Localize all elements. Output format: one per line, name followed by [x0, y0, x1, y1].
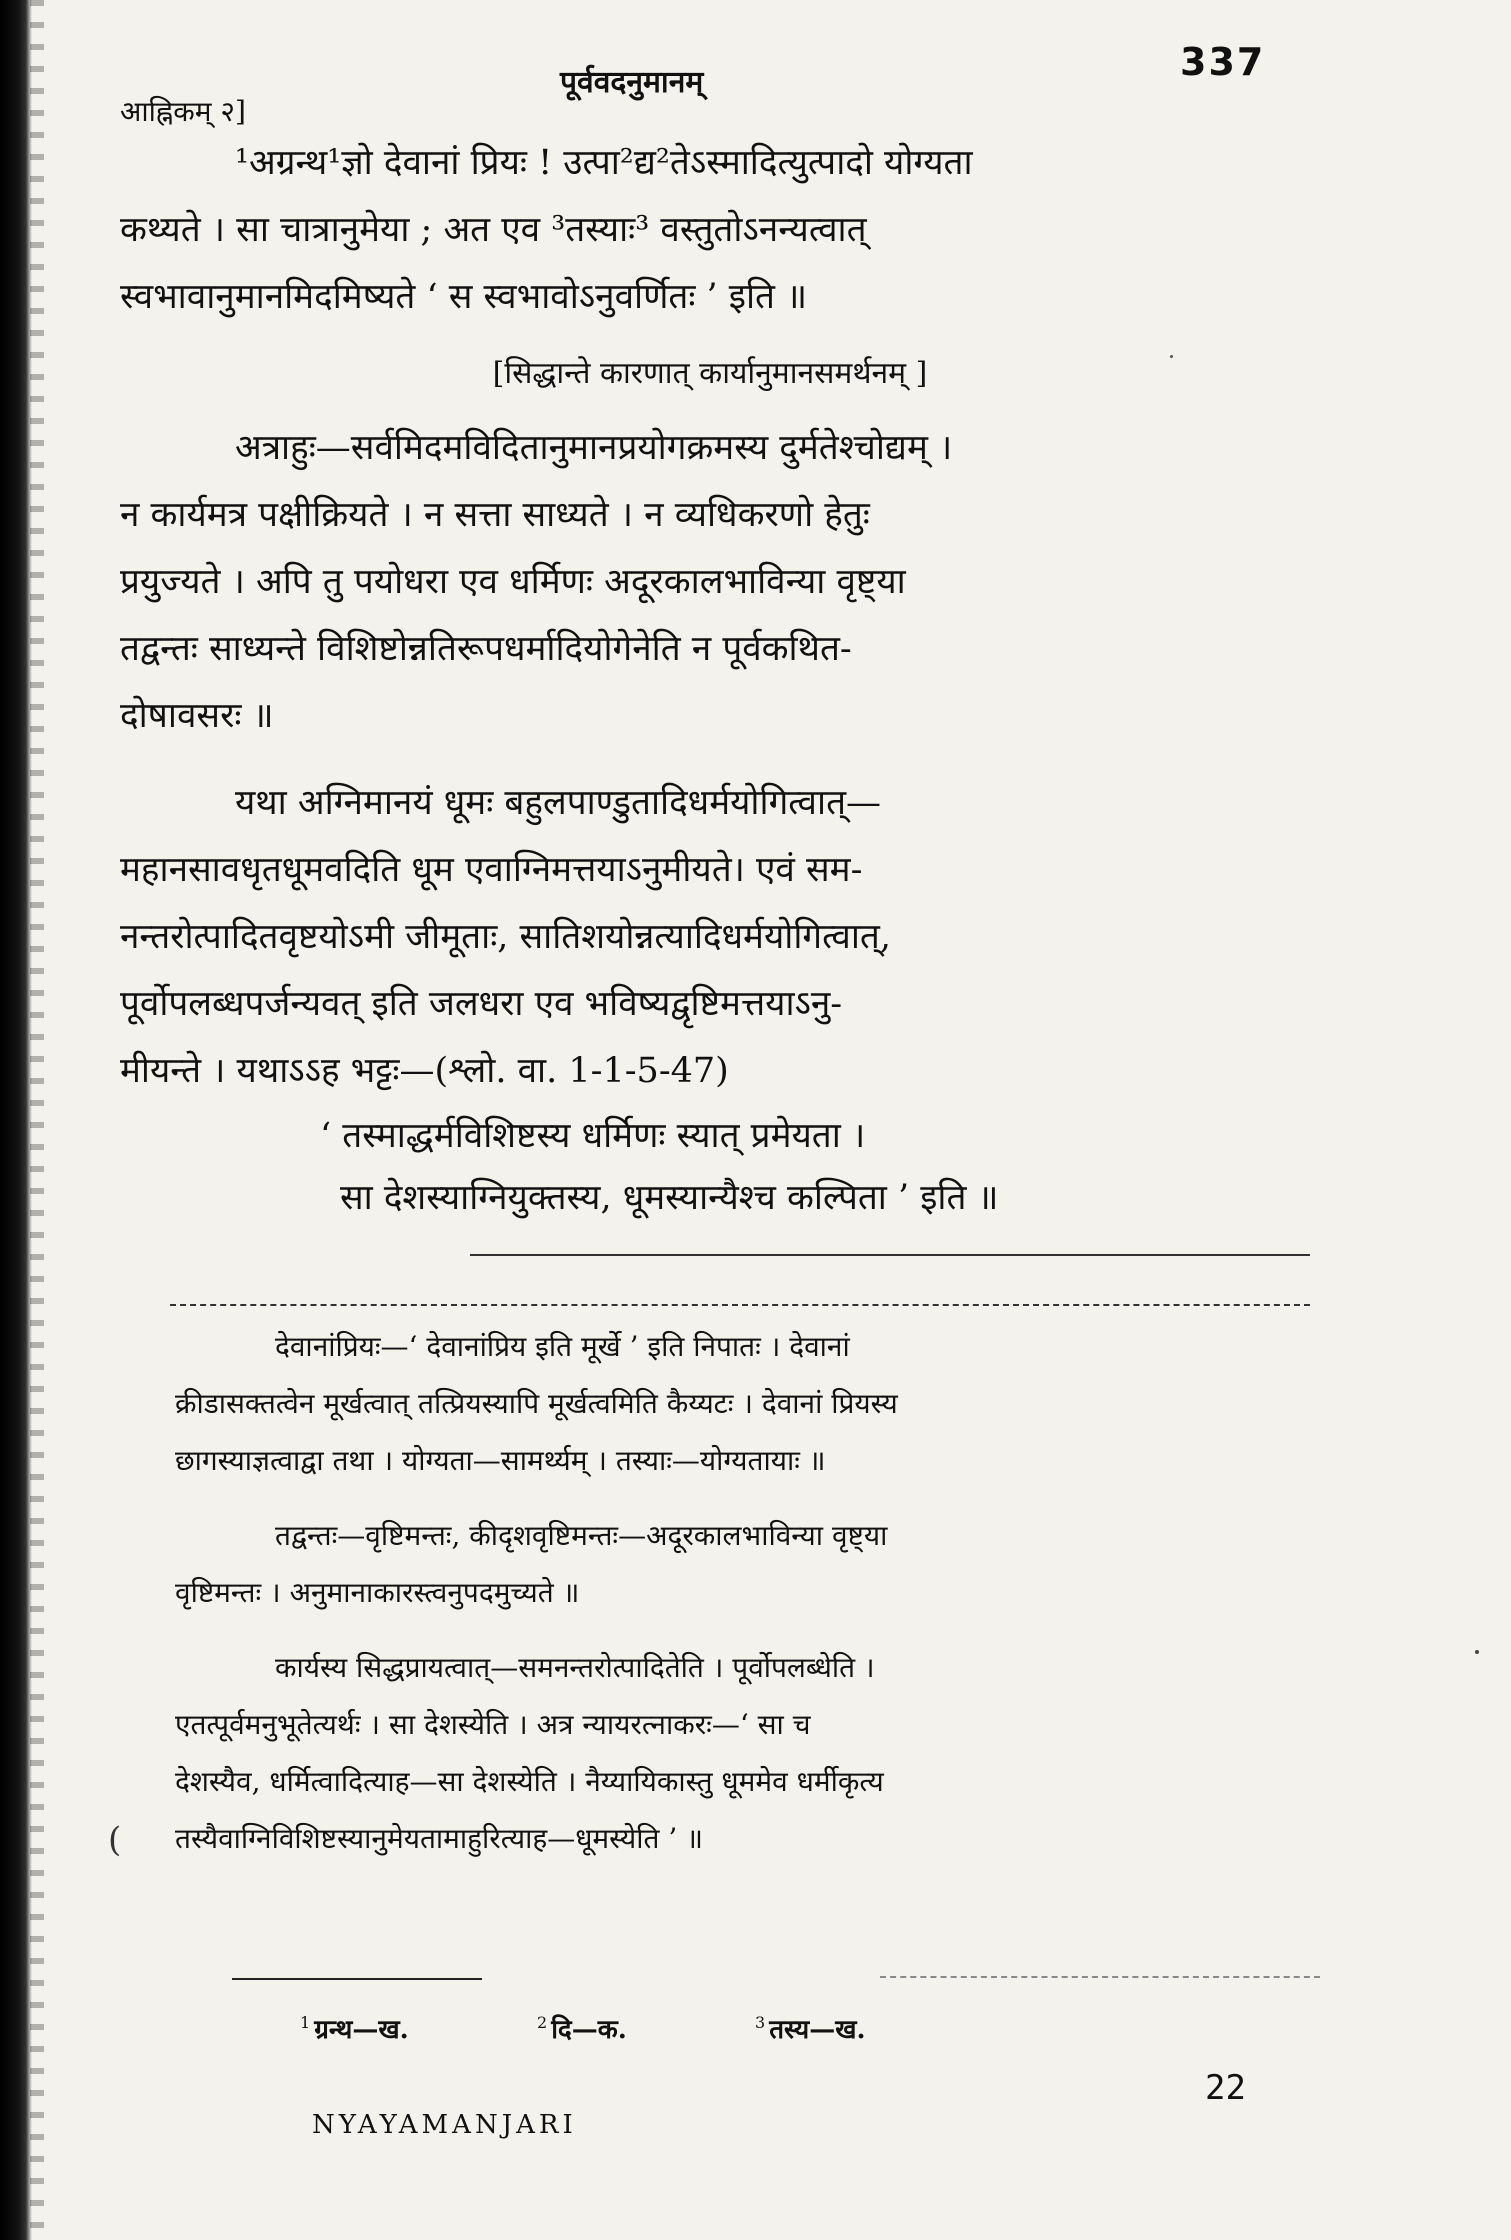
margin-mark: ( [108, 1820, 122, 1860]
para1-line: प्रयुज्यते । अपि तु पयोधरा एव धर्मिणः अदूरकालभाविन्या वृष्ट्या [120, 562, 906, 602]
commentary-line: कार्यस्य सिद्धप्रायत्वात्—समनन्तरोत्पादितेति । पूर्वोपलब्धेति । [275, 1651, 875, 1684]
para1-line: न कार्यमत्र पक्षीक्रियते । न सत्ता साध्यते । न व्यधिकरणो हेतुः [120, 495, 870, 535]
commentary-line: देशस्यैव, धर्मित्वादित्याह—सा देशस्येति । नैय्यायिकास्तु धूममेव धर्मीकृत्य [175, 1765, 884, 1798]
footnote-2: $^2$ दि—क. [537, 2013, 627, 2045]
para2-line: पूर्वोपलब्धपर्जन्यवत् इति जलधरा एव भविष्यद्वृष्टिमत्तयाऽनु- [120, 984, 843, 1024]
commentary-line: वृष्टिमन्तः । अनुमानाकारस्त्वनुपदमुच्यते ॥ [175, 1576, 580, 1609]
verse-quote-line: ‘ तस्माद्धर्मविशिष्टस्य धर्मिणः स्यात् प्रमेयता । [320, 1116, 866, 1156]
footnote-3: $^3$ तस्य—ख. [755, 2013, 866, 2045]
footnotes [300, 2010, 986, 2046]
header-running-title: पूर्ववदनुमानम् [560, 65, 704, 100]
commentary-line: देवानांप्रियः—‘ देवानांप्रिय इति मूर्खे ’ इति निपातः । देवानां [275, 1330, 850, 1363]
commentary-line: तद्वन्तः—वृष्टिमन्तः, कीदृशवृष्टिमन्तः—अदूरकालभाविन्या वृष्ट्या [275, 1519, 888, 1552]
para1-line: तद्वन्तः साध्यन्ते विशिष्टोन्नतिरूपधर्मादियोगेनेति न पूर्वकथित- [120, 629, 852, 669]
footnote-rule-dashed [880, 1976, 1320, 1978]
para2-line: महानसावधृतधूमवदिति धूम एवाग्निमत्तयाऽनुमीयते। एवं सम- [120, 850, 863, 890]
main-text-block [120, 130, 1300, 1229]
commentary-block [175, 1318, 1335, 1867]
para2-line: नन्तरोत्पादितवृष्टयोऽमी जीमूताः, सातिशयोन्नत्यादिधर्मयोगित्वात्, [120, 917, 891, 957]
signature-number: 22 [1205, 2068, 1246, 2108]
main-line: स्वभावानुमानमिदमिष्यते ‘ स स्वभावोऽनुवर्णितः ’ इति ॥ [120, 277, 808, 317]
commentary-line: छागस्याज्ञत्वाद्वा तथा । योग्यता—सामर्थ्यम् । तस्याः—योग्यतायाः ॥ [175, 1444, 826, 1477]
commentary-line: क्रीडासक्तत्वेन मूर्खत्वात् तत्प्रियस्यापि मूर्खत्वमिति कैय्यटः । देवानां प्रियस्य [175, 1387, 898, 1420]
footnote-rule [232, 1978, 482, 1980]
binding-edge-texture [30, 0, 44, 2240]
section-heading: [सिद्धान्ते कारणात् कार्यानुमानसमर्थनम् ] [492, 356, 928, 391]
commentary-rule-solid [470, 1254, 1310, 1256]
commentary-rule-dashed [170, 1304, 1310, 1306]
commentary-line: तस्यैवाग्निविशिष्टस्यानुमेयतामाहुरित्याह—धूमस्येति ’ ॥ [175, 1822, 703, 1855]
para2-line: मीयन्ते । यथाऽऽह भट्टः—(श्लो. वा. 1-1-5-47) [120, 1051, 729, 1091]
verse-quote-line: सा देशस्याग्नियुक्तस्य, धूमस्यान्यैश्च कल्पिता ’ इति ॥ [340, 1178, 999, 1218]
main-line: कथ्यते । सा चात्रानुमेया ; अत एव ³तस्याः³ वस्तुतोऽनन्यत्वात् [120, 210, 867, 250]
header-left-section-label: आह्निकम् २] [120, 95, 246, 128]
para1-line: अत्राहुः—सर्वमिदमविदितानुमानप्रयोगक्रमस्य दुर्मतेश्चोद्यम् । [235, 428, 953, 468]
main-line: ¹अग्रन्थ¹ज्ञो देवानां प्रियः ! उत्पा²द्य²तेऽस्मादित्युत्पादो योग्यता [235, 143, 973, 183]
book-binding-shadow [0, 0, 32, 2240]
page-number: 337 [1180, 40, 1266, 84]
book-title-footer: NYAYAMANJARI [312, 2110, 577, 2140]
commentary-line: एतत्पूर्वमनुभूतेत्यर्थः । सा देशस्येति । अत्र न्यायरत्नाकरः—‘ सा च [175, 1708, 811, 1741]
para2-line: यथा अग्निमानयं धूमः बहुलपाण्डुतादिधर्मयोगित्वात्— [235, 783, 882, 823]
para1-line: दोषावसरः ॥ [120, 696, 274, 736]
footnote-1: $^1$ ग्रन्थ—ख. [300, 2013, 409, 2045]
paper-speck [1475, 1650, 1479, 1654]
paper-speck [1170, 355, 1173, 358]
